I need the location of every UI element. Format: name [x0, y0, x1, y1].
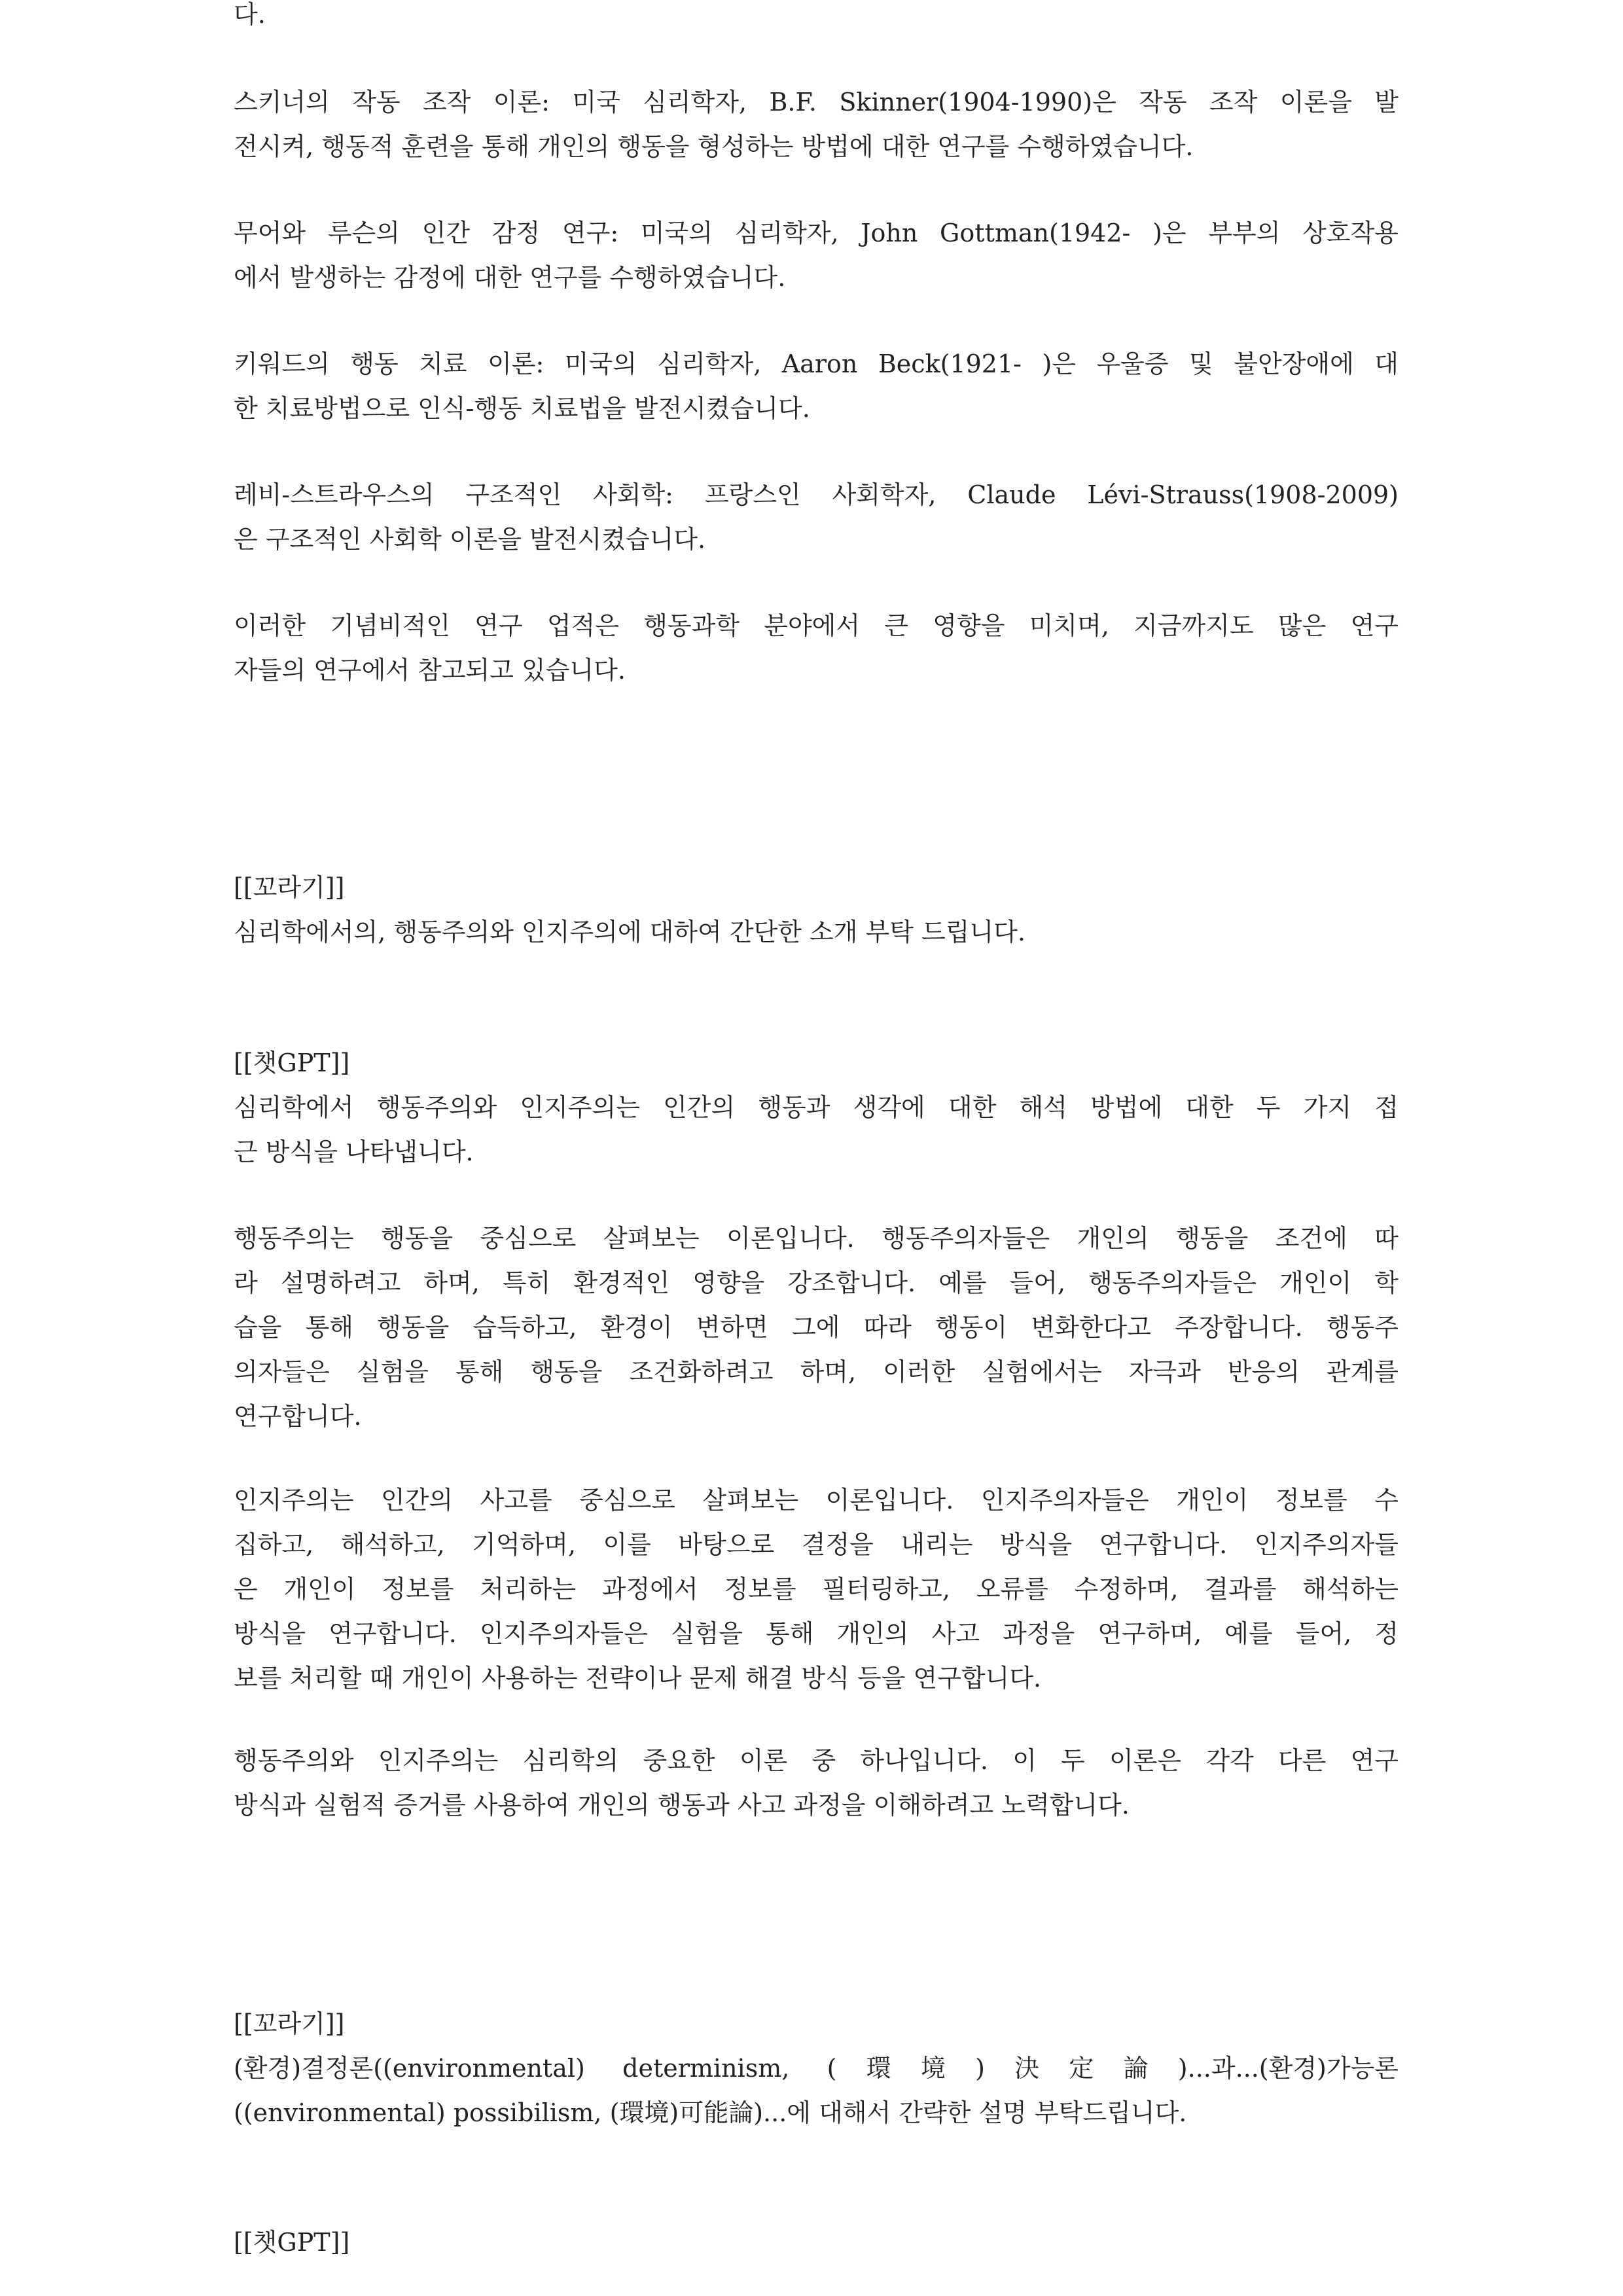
text-line: 방식을 연구합니다. 인지주의자들은 실험을 통해 개인의 사고 과정을 연구하며, 예를 들어, 정: [234, 1619, 1399, 1648]
text-line: 은 구조적인 사회학 이론을 발전시켰습니다.: [234, 525, 706, 554]
text-line: 근 방식을 나타냅니다.: [234, 1138, 474, 1166]
paragraph-levi-strauss: [234, 473, 1399, 562]
speaker-label: [[챗GPT]]: [234, 1049, 350, 1077]
text-line: 키워드의 행동 치료 이론: 미국의 심리학자, Aaron Beck(1921- )은 우울증 및 불안장애에 대: [234, 350, 1399, 378]
text-line: 습을 통해 행동을 습득하고, 환경이 변하면 그에 따라 행동이 변화한다고 주장합니다. 행동주: [234, 1313, 1399, 1342]
paragraph-behaviorism: [234, 1216, 1399, 1439]
text-line: 심리학에서 행동주의와 인지주의는 인간의 행동과 생각에 대한 해석 방법에 대한 두 가지 접: [234, 1093, 1399, 1122]
text-line: (환경)결정론((environmental) determinism, (環境)決定論)...과...(환경)가능론: [234, 2054, 1399, 2083]
text-line: ((environmental) possibilism, (環境)可能論)...에 대해서 간략한 설명 부탁드립니다.: [234, 2098, 1187, 2127]
paragraph-summary: [234, 1738, 1399, 1827]
answer-block-1: [234, 1041, 1399, 1174]
text-line: 레비-스트라우스의 구조적인 사회학: 프랑스인 사회학자, Claude Lévi-Strauss(1908-2009): [234, 480, 1399, 509]
text-line: 다.: [234, 0, 266, 29]
text-line: 의자들은 실험을 통해 행동을 조건화하려고 하며, 이러한 실험에서는 자극과 반응의 관계를: [234, 1357, 1399, 1386]
text-line: 보를 처리할 때 개인이 사용하는 전략이나 문제 해결 방식 등을 연구합니다.: [234, 1664, 1042, 1693]
text-line: 라 설명하려고 하며, 특히 환경적인 영향을 강조합니다. 예를 들어, 행동주의자들은 개인이 학: [234, 1268, 1399, 1297]
paragraph-conclusion: [234, 603, 1399, 692]
paragraph-gottman: [234, 211, 1399, 300]
text-line: 무어와 루슨의 인간 감정 연구: 미국의 심리학자, John Gottman(1942- )은 부부의 상호작용: [234, 219, 1399, 247]
text-line: 인지주의는 인간의 사고를 중심으로 살펴보는 이론입니다. 인지주의자들은 개인이 정보를 수: [234, 1486, 1399, 1515]
speaker-label: [[꼬라기]]: [234, 873, 345, 902]
answer-block-2: [234, 2220, 1399, 2265]
text-line: 자들의 연구에서 참고되고 있습니다.: [234, 656, 626, 685]
text-line: 이러한 기념비적인 연구 업적은 행동과학 분야에서 큰 영향을 미치며, 지금까지도 많은 연구: [234, 611, 1399, 640]
paragraph-continuation: [234, 0, 1399, 37]
text-line: 행동주의는 행동을 중심으로 살펴보는 이론입니다. 행동주의자들은 개인의 행동을 조건에 따: [234, 1224, 1399, 1253]
text-line: 에서 발생하는 감정에 대한 연구를 수행하였습니다.: [234, 263, 786, 292]
text-line: 스키너의 작동 조작 이론: 미국 심리학자, B.F. Skinner(1904-1990)은 작동 조작 이론을 발: [234, 88, 1399, 117]
question-block-2: [234, 2001, 1399, 2135]
text-line: 한 치료방법으로 인식-행동 치료법을 발전시켰습니다.: [234, 394, 810, 423]
text-line: 행동주의와 인지주의는 심리학의 중요한 이론 중 하나입니다. 이 두 이론은 각각 다른 연구: [234, 1746, 1399, 1775]
speaker-label: [[꼬라기]]: [234, 2009, 345, 2038]
text-line: 심리학에서의, 행동주의와 인지주의에 대하여 간단한 소개 부탁 드립니다.: [234, 918, 1026, 946]
speaker-label: [[챗GPT]]: [234, 2228, 350, 2257]
question-block-1: [234, 865, 1399, 954]
text-line: 전시켜, 행동적 훈련을 통해 개인의 행동을 형성하는 방법에 대한 연구를 수행하였습니다.: [234, 132, 1194, 161]
text-line: 연구합니다.: [234, 1402, 362, 1431]
text-line: 은 개인이 정보를 처리하는 과정에서 정보를 필터링하고, 오류를 수정하며, 결과를 해석하는: [234, 1575, 1399, 1604]
text-line: 방식과 실험적 증거를 사용하여 개인의 행동과 사고 과정을 이해하려고 노력합니다.: [234, 1791, 1130, 1820]
paragraph-cognitivism: [234, 1478, 1399, 1700]
paragraph-beck: [234, 342, 1399, 431]
text-line: 집하고, 해석하고, 기억하며, 이를 바탕으로 결정을 내리는 방식을 연구합니다. 인지주의자들: [234, 1530, 1399, 1559]
paragraph-skinner: [234, 80, 1399, 169]
